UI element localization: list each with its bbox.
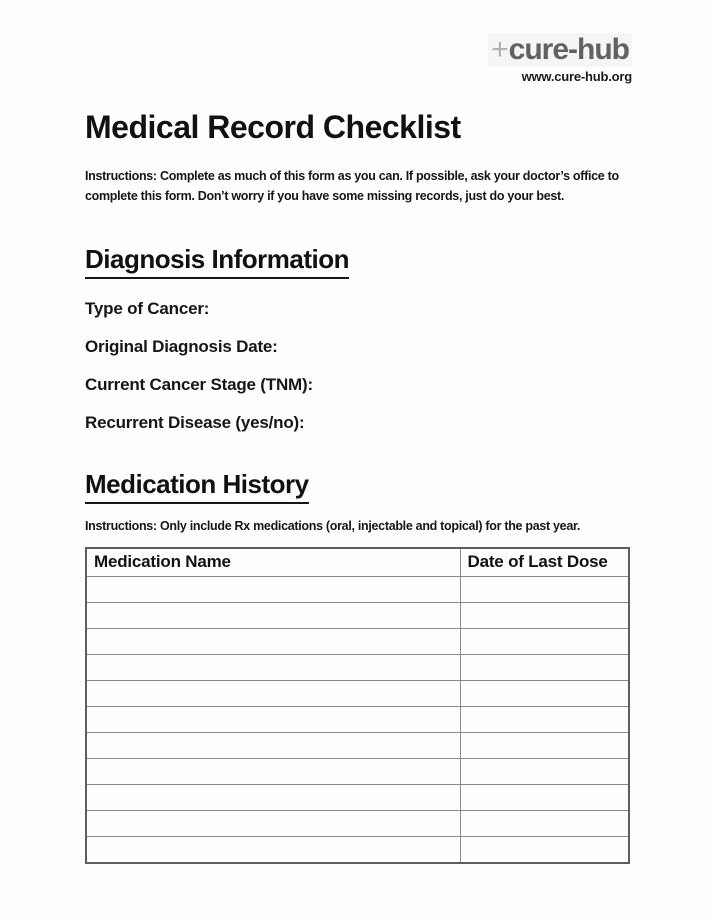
page-title: Medical Record Checklist — [85, 109, 461, 145]
medication-instructions: Instructions: Only include Rx medications (oral, injectable and topical) for the past year. — [85, 519, 581, 533]
medication-table-row — [86, 785, 629, 811]
diagnosis-fields — [85, 300, 631, 432]
medication-name-cell — [86, 837, 460, 864]
cure-hub-logo — [488, 33, 632, 67]
medication-table-row — [86, 759, 629, 785]
medication-name-cell — [86, 707, 460, 733]
medication-name-cell — [86, 785, 460, 811]
medication-table-row — [86, 733, 629, 759]
date-of-last-dose-cell — [460, 577, 629, 603]
date-of-last-dose-cell — [460, 811, 629, 837]
field-recurrent-disease: Recurrent Disease (yes/no): — [85, 413, 305, 432]
column-date-of-last-dose: Date of Last Dose — [460, 548, 629, 577]
diagnosis-heading: Diagnosis Information — [85, 242, 349, 279]
date-of-last-dose-cell — [460, 603, 629, 629]
date-of-last-dose-cell — [460, 681, 629, 707]
logo-url-link[interactable]: www.cure-hub.org — [521, 69, 632, 84]
medication-table-row — [86, 629, 629, 655]
column-medication-name: Medication Name — [86, 548, 460, 577]
date-of-last-dose-cell — [460, 837, 629, 864]
logo-brand-text: cure-hub — [508, 33, 629, 66]
medication-name-cell — [86, 811, 460, 837]
medication-table-row — [86, 655, 629, 681]
medication-name-cell — [86, 577, 460, 603]
medication-table-row — [86, 681, 629, 707]
medication-table-row — [86, 603, 629, 629]
date-of-last-dose-cell — [460, 785, 629, 811]
intro-instructions: Instructions: Complete as much of this form as you can. If possible, ask your doctor’s office to complete this form. Don’t worry if you have some missing records, just do your best. — [85, 169, 619, 203]
medication-table-row — [86, 837, 629, 864]
medication-heading: Medication History — [85, 467, 309, 504]
date-of-last-dose-cell — [460, 655, 629, 681]
date-of-last-dose-cell — [460, 759, 629, 785]
medication-table-row — [86, 811, 629, 837]
medication-name-cell — [86, 733, 460, 759]
date-of-last-dose-cell — [460, 707, 629, 733]
plus-icon: + — [491, 33, 508, 66]
medication-name-cell — [86, 759, 460, 785]
medication-name-cell — [86, 655, 460, 681]
field-current-cancer-stage: Current Cancer Stage (TNM): — [85, 375, 313, 394]
diagnosis-section — [85, 242, 631, 452]
date-of-last-dose-cell — [460, 629, 629, 655]
field-original-diagnosis-date: Original Diagnosis Date: — [85, 337, 278, 356]
medication-table-body — [86, 577, 629, 864]
date-of-last-dose-cell — [460, 733, 629, 759]
medication-table-row — [86, 577, 629, 603]
medication-section — [85, 467, 631, 864]
medication-table-row — [86, 707, 629, 733]
medication-table-header-row — [86, 548, 629, 577]
medication-name-cell — [86, 603, 460, 629]
medication-name-cell — [86, 629, 460, 655]
medication-table — [85, 547, 630, 864]
logo — [488, 33, 632, 84]
medication-name-cell — [86, 681, 460, 707]
field-type-of-cancer: Type of Cancer: — [85, 299, 210, 318]
